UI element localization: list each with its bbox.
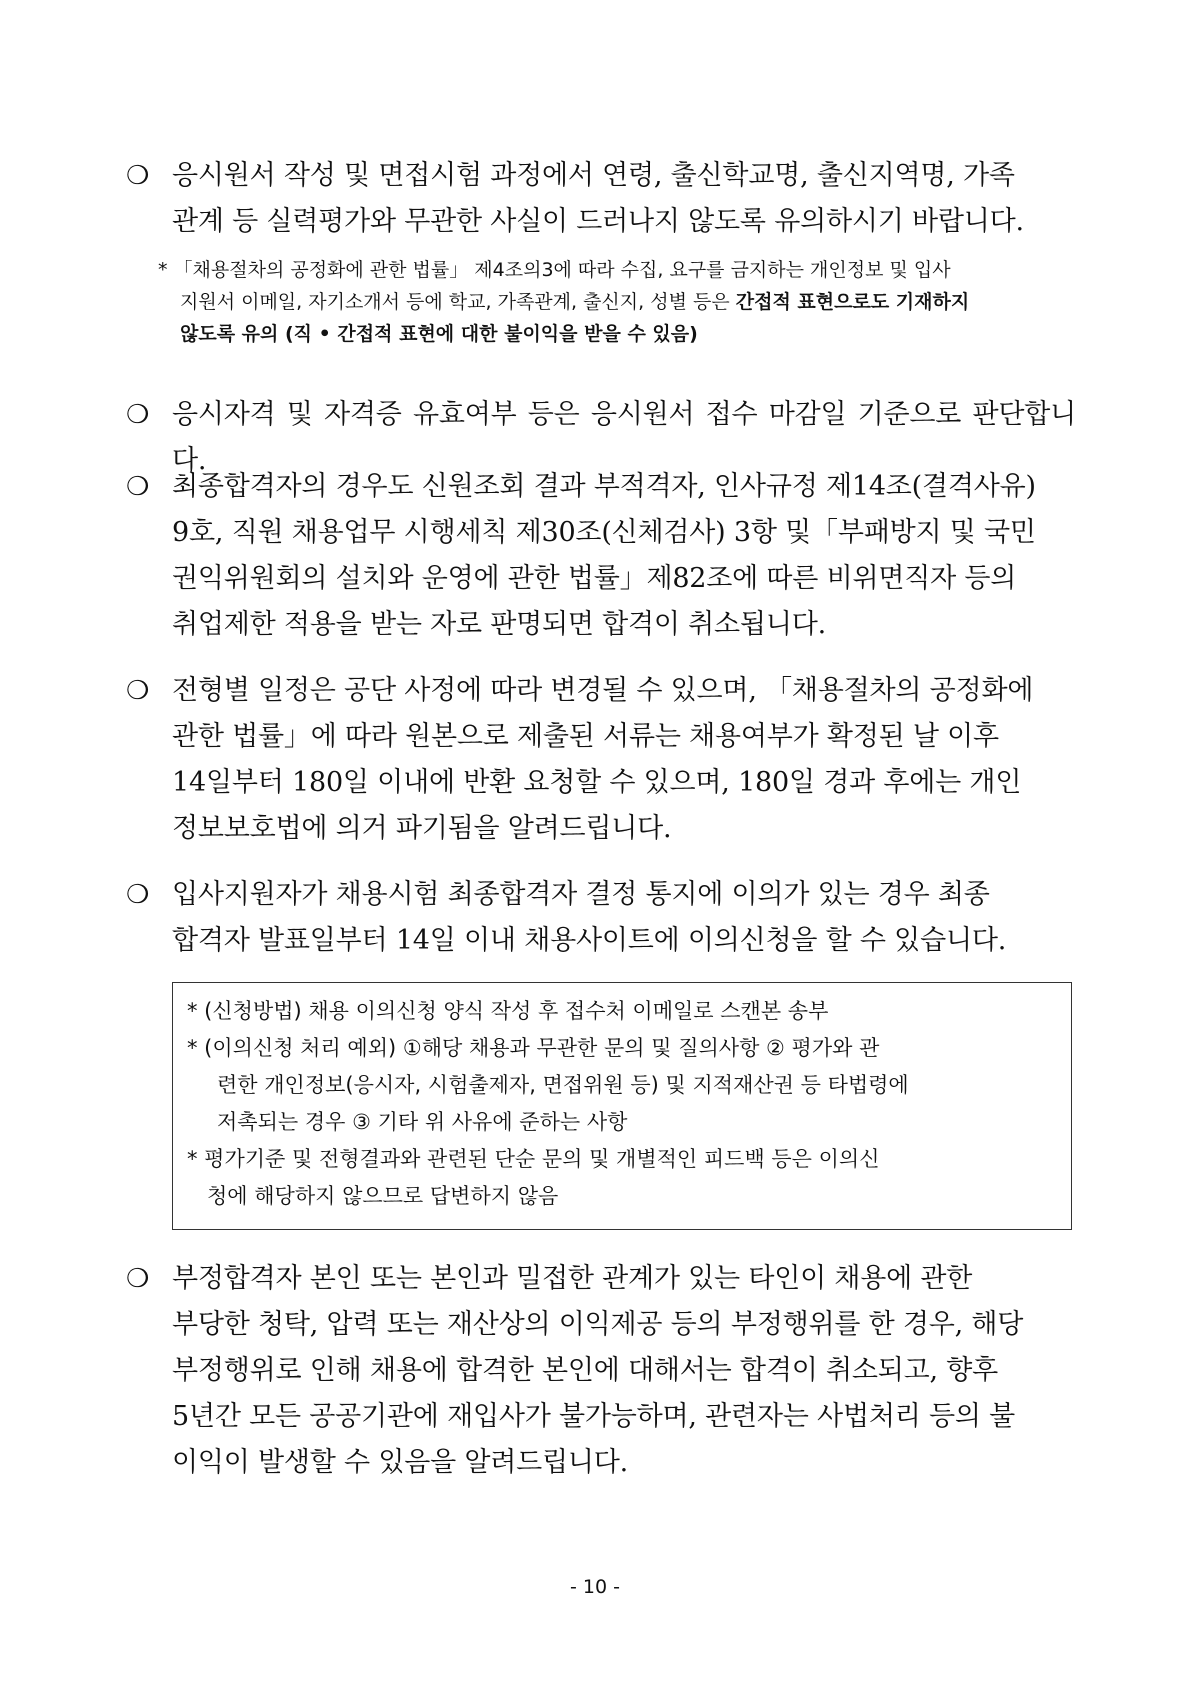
text-line: 9호, 직원 채용업무 시행세칙 제30조(신체검사) 3항 및「부패방지 및 국민 (172, 517, 1036, 548)
text-line: 취업제한 적용을 받는 자로 판명되면 합격이 취소됩니다. (172, 609, 826, 640)
box-note-line: 청에 해당하지 않으므로 답변하지 않음 (207, 1184, 559, 1208)
text-line: 관한 법률」에 따라 원본으로 제출된 서류는 채용여부가 확정된 날 이후 (172, 721, 999, 752)
text-line: 부정행위로 인해 채용에 합격한 본인에 대해서는 합격이 취소되고, 향후 (172, 1355, 999, 1386)
footnote-text: 지원서 이메일, 자기소개서 등에 학교, 가족관계, 출신지, 성별 등은 (180, 291, 736, 313)
text-line: 권익위원회의 설치와 운영에 관한 법률」제82조에 따른 비위면직자 등의 (172, 563, 1017, 594)
bullet-text (172, 1256, 1076, 1486)
text-line: 14일부터 180일 이내에 반환 요청할 수 있으며, 180일 경과 후에는 개인 (172, 767, 1022, 798)
text-line: 이익이 발생할 수 있음을 알려드립니다. (172, 1447, 629, 1478)
box-note-line: * 평가기준 및 전형결과와 관련된 단순 문의 및 개별적인 피드백 등은 이의신 (187, 1147, 880, 1171)
bullet-text (172, 668, 1076, 852)
circle-bullet-icon: ❍ (126, 880, 150, 910)
bullet-text (172, 464, 1076, 648)
footnote (158, 254, 1076, 350)
circle-bullet-icon: ❍ (126, 161, 150, 191)
text-line: 관계 등 실력평가와 무관한 사실이 드러나지 않도록 유의하시기 바랍니다. (172, 206, 1024, 237)
text-line: 부당한 청탁, 압력 또는 재산상의 이익제공 등의 부정행위를 한 경우, 해당 (172, 1309, 1024, 1340)
box-note-line: 저촉되는 경우 ③ 기타 위 사유에 준하는 사항 (217, 1110, 628, 1134)
footnote-line: * 「채용절차의 공정화에 관한 법률」 제4조의3에 따라 수집, 요구를 금지하는 개인정보 및 입사 (158, 259, 951, 281)
bullet-item (126, 153, 1076, 245)
circle-bullet-icon: ❍ (126, 400, 150, 430)
text-line: 최종합격자의 경우도 신원조회 결과 부적격자, 인사규정 제14조(결격사유) (172, 471, 1036, 502)
bullet-item (126, 872, 1076, 964)
bullet-text (172, 153, 1076, 245)
page-number: - 10 - (570, 1576, 620, 1598)
bullet-text (172, 872, 1076, 964)
bullet-item (126, 1256, 1076, 1486)
footnote-emphasis: 않도록 유의 (직 • 간접적 표현에 대한 불이익을 받을 수 있음) (180, 323, 698, 345)
text-line: 전형별 일정은 공단 사정에 따라 변경될 수 있으며, 「채용절차의 공정화에 (172, 675, 1034, 706)
circle-bullet-icon: ❍ (126, 676, 150, 706)
circle-bullet-icon: ❍ (126, 1264, 150, 1294)
footnote-line (158, 286, 1076, 318)
objection-notes-box (172, 982, 1072, 1230)
text-line: 합격자 발표일부터 14일 이내 채용사이트에 이의신청을 할 수 있습니다. (172, 925, 1007, 956)
circle-bullet-icon: ❍ (126, 472, 150, 502)
box-note-line: 련한 개인정보(응시자, 시험출제자, 면접위원 등) 및 지적재산권 등 타법령에 (217, 1073, 909, 1097)
text-line: 정보보호법에 의거 파기됨을 알려드립니다. (172, 813, 672, 844)
text-line: 응시자격 및 자격증 유효여부 등은 응시원서 접수 마감일 기준으로 판단합니다. (172, 399, 1076, 476)
text-line: 입사지원자가 채용시험 최종합격자 결정 통지에 이의가 있는 경우 최종 (172, 879, 990, 910)
footnote-emphasis: 간접적 표현으로도 기재하지 (735, 291, 970, 313)
text-line: 5년간 모든 공공기관에 재입사가 불가능하며, 관련자는 사법처리 등의 불 (172, 1401, 1015, 1432)
bullet-item (126, 464, 1076, 648)
text-line: 부정합격자 본인 또는 본인과 밀접한 관계가 있는 타인이 채용에 관한 (172, 1263, 973, 1294)
box-note-line: * (이의신청 처리 예외) ①해당 채용과 무관한 문의 및 질의사항 ② 평가와 관 (187, 1036, 880, 1060)
box-note-line: * (신청방법) 채용 이의신청 양식 작성 후 접수처 이메일로 스캔본 송부 (187, 999, 829, 1023)
text-line: 응시원서 작성 및 면접시험 과정에서 연령, 출신학교명, 출신지역명, 가족 (172, 160, 1015, 191)
bullet-item (126, 668, 1076, 852)
